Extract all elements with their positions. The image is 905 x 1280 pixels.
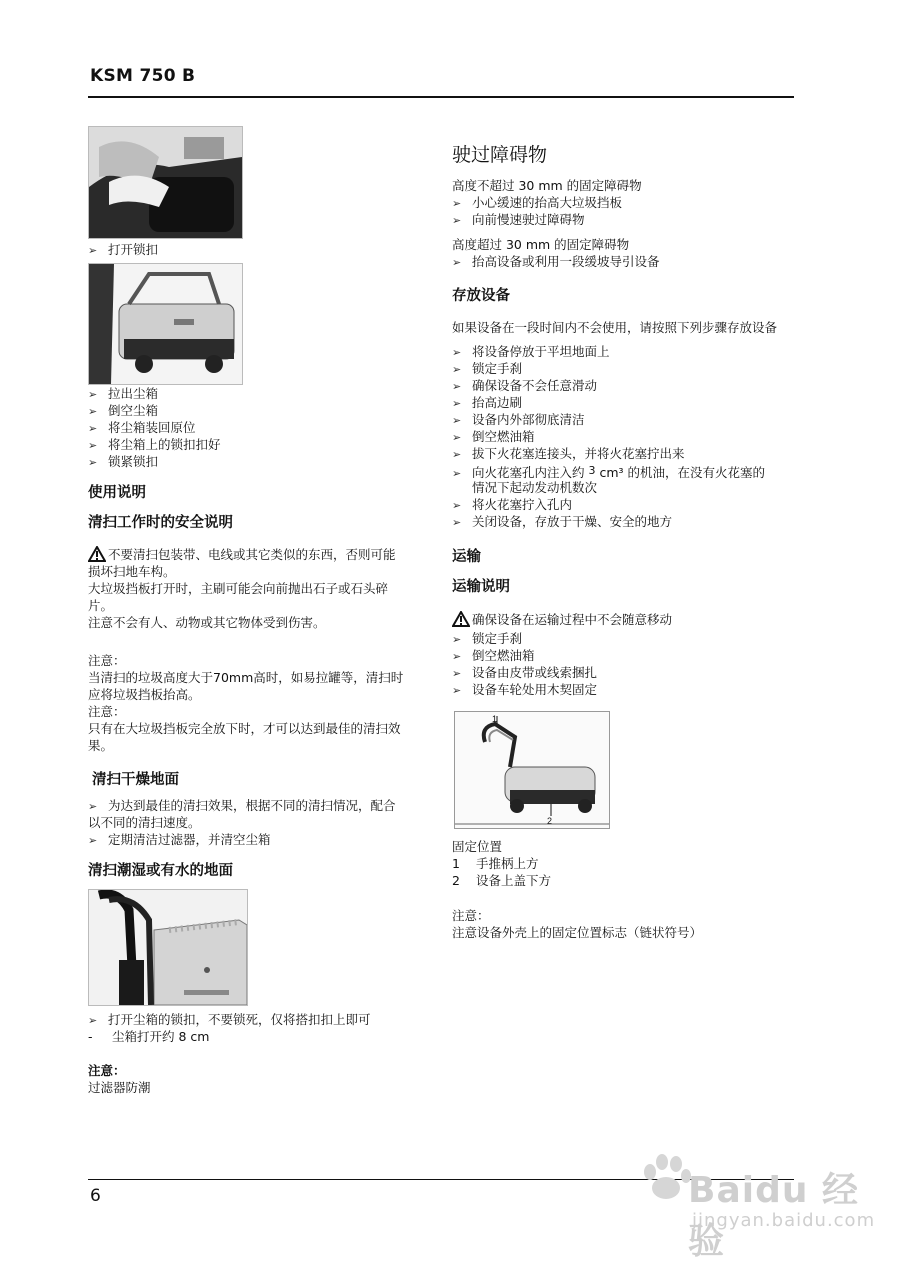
storage-step: ➢ 拔下火花塞连接头，并将火花塞拧出来 xyxy=(452,446,685,461)
note1-line1: 当清扫的垃圾高度大于70mm高时，如易拉罐等，清扫时 xyxy=(88,670,404,685)
warning-text: 不要清扫包装带、电线或其它类似的东西，否则可能 xyxy=(88,546,396,563)
heading-storage: 存放设备 xyxy=(452,288,510,304)
warning-triangle-icon xyxy=(88,546,106,562)
storage-step: ➢ 关闭设备，存放于干燥、安全的地方 xyxy=(452,514,673,529)
page-number: 6 xyxy=(90,1186,101,1206)
dry-step1-line2: 以不同的清扫速度。 xyxy=(88,815,201,830)
note3-text: 过滤器防潮 xyxy=(88,1080,151,1095)
storage-step: ➢ 确保设备不会任意滑动 xyxy=(452,378,598,393)
arrow-bullet-icon: ➢ xyxy=(452,650,462,663)
heading-transport: 运输 xyxy=(452,549,481,565)
arrow-bullet-icon: ➢ xyxy=(452,667,462,680)
note2-label: 注意： xyxy=(88,704,126,719)
note1-label: 注意： xyxy=(88,653,126,668)
arrow-bullet-icon: ➢ xyxy=(88,405,98,418)
note-label: 注意： xyxy=(452,908,490,923)
arrow-bullet-icon: ➢ xyxy=(452,467,462,480)
storage-step: ➢ 将设备停放于平坦地面上 xyxy=(452,344,610,359)
arrow-bullet-icon: ➢ xyxy=(452,414,462,427)
storage-step-oil: ➢ 向火花塞孔内注入约 3 cm³ 的机油，在没有火花塞的 xyxy=(452,464,766,480)
wet-step2: - 尘箱打开约 8 cm xyxy=(88,1029,210,1044)
paw-icon xyxy=(636,1148,696,1208)
transport-warning: 确保设备在运输过程中不会随意移动 xyxy=(452,611,672,628)
note2-line2: 果。 xyxy=(88,738,114,753)
step-fasten-latch: ➢ 将尘箱上的锁扣扣好 xyxy=(88,437,221,452)
storage-step: ➢ 倒空燃油箱 xyxy=(452,429,535,444)
note1-line2: 应将垃圾挡板抬高。 xyxy=(88,687,201,702)
heading-transport-info: 运输说明 xyxy=(452,579,510,595)
flap-warning-line2: 片。 xyxy=(88,598,114,613)
caption-open-latch: ➢ 打开锁扣 xyxy=(88,242,159,257)
arrow-bullet-icon: ➢ xyxy=(88,834,98,847)
obstacle-sub-high: 高度超过 30 mm 的固定障碍物 xyxy=(452,237,630,252)
manual-title: KSM 750 B xyxy=(90,66,196,86)
heading-dry-floor: 清扫干燥地面 xyxy=(92,772,179,788)
warning-triangle-icon xyxy=(452,611,470,627)
storage-step-oil-line2: 情况下起动发动机数次 xyxy=(472,480,598,495)
watermark-url: jingyan.baidu.com xyxy=(692,1210,876,1231)
step-empty-dustbin: ➢ 倒空尘箱 xyxy=(88,403,159,418)
transport-step: ➢ 设备由皮带或线索捆扎 xyxy=(452,665,598,680)
arrow-bullet-icon: ➢ xyxy=(452,363,462,376)
arrow-bullet-icon: ➢ xyxy=(452,431,462,444)
heading-wet-floor: 清扫潮湿或有水的地面 xyxy=(88,863,233,879)
step-lock-latch: ➢ 锁紧锁扣 xyxy=(88,454,159,469)
transport-step: ➢ 设备车轮处用木契固定 xyxy=(452,682,598,697)
header-divider xyxy=(88,96,794,98)
dry-step1: ➢ 为达到最佳的清扫效果，根据不同的清扫情况，配合 xyxy=(88,798,396,813)
heading-usage: 使用说明 xyxy=(88,485,146,501)
arrow-bullet-icon: ➢ xyxy=(452,499,462,512)
obstacle-high-step1: ➢ 抬高设备或利用一段缓坡导引设备 xyxy=(452,254,660,269)
storage-step: ➢ 抬高边刷 xyxy=(452,395,523,410)
figure-label-2: 2 xyxy=(547,816,553,826)
photo-pull-dustbin xyxy=(88,263,243,385)
step-reinsert-dustbin: ➢ 将尘箱装回原位 xyxy=(88,420,196,435)
flap-warning-line1: 大垃圾挡板打开时，主刷可能会向前抛出石子或石头碎 xyxy=(88,581,389,596)
note-text: 注意设备外壳上的固定位置标志（链状符号） xyxy=(452,925,703,940)
warning-text-line2: 损坏扫地车构。 xyxy=(88,564,176,579)
fix-title: 固定位置 xyxy=(452,839,503,854)
arrow-bullet-icon: ➢ xyxy=(88,388,98,401)
wet-step1: ➢ 打开尘箱的锁扣，不要锁死，仅将搭扣扣上即可 xyxy=(88,1012,371,1027)
photo-wet-latch xyxy=(88,889,248,1006)
obstacle-low-step1: ➢ 小心缓速的抬高大垃圾挡板 xyxy=(452,195,623,210)
figure-fixing-positions xyxy=(454,711,610,829)
arrow-bullet-icon: ➢ xyxy=(88,1014,98,1027)
heading-safety: 清扫工作时的安全说明 xyxy=(88,515,233,531)
arrow-bullet-icon: ➢ xyxy=(452,214,462,227)
arrow-bullet-icon: ➢ xyxy=(88,422,98,435)
storage-step: ➢ 设备内外部彻底清洁 xyxy=(452,412,585,427)
arrow-bullet-icon: ➢ xyxy=(452,684,462,697)
obstacle-low-step2: ➢ 向前慢速驶过障碍物 xyxy=(452,212,585,227)
fix-item: 2 设备上盖下方 xyxy=(452,873,552,888)
obstacle-sub-low: 高度不超过 30 mm 的固定障碍物 xyxy=(452,178,642,193)
arrow-bullet-icon: ➢ xyxy=(452,397,462,410)
dry-step2: ➢ 定期清洁过滤器，并清空尘箱 xyxy=(88,832,271,847)
fix-item: 1 手推柄上方 xyxy=(452,856,539,871)
arrow-bullet-icon: ➢ xyxy=(452,380,462,393)
caution-people: 注意不会有人、动物或其它物体受到伤害。 xyxy=(88,615,326,630)
arrow-bullet-icon: ➢ xyxy=(452,256,462,269)
transport-step: ➢ 倒空燃油箱 xyxy=(452,648,535,663)
baidu-watermark xyxy=(636,1148,876,1262)
arrow-bullet-icon: ➢ xyxy=(88,439,98,452)
arrow-bullet-icon: ➢ xyxy=(452,516,462,529)
transport-step: ➢ 锁定手刹 xyxy=(452,631,523,646)
note2-line1: 只有在大垃圾挡板完全放下时，才可以达到最佳的清扫效 xyxy=(88,721,401,736)
arrow-bullet-icon: ➢ xyxy=(452,346,462,359)
arrow-bullet-icon: ➢ xyxy=(88,800,98,813)
arrow-bullet-icon: ➢ xyxy=(88,244,98,257)
photo-open-latch xyxy=(88,126,243,239)
heading-obstacle: 驶过障碍物 xyxy=(452,144,548,166)
note3-label: 注意： xyxy=(88,1063,126,1078)
storage-step: ➢ 将火花塞拧入孔内 xyxy=(452,497,573,512)
arrow-bullet-icon: ➢ xyxy=(88,456,98,469)
storage-intro: 如果设备在一段时间内不会使用，请按照下列步骤存放设备 xyxy=(452,320,778,335)
arrow-bullet-icon: ➢ xyxy=(452,633,462,646)
figure-label-1: 1 xyxy=(492,714,498,724)
step-pull-dustbin: ➢ 拉出尘箱 xyxy=(88,386,159,401)
watermark-brand: Baidu 经验 xyxy=(688,1170,860,1262)
storage-step: ➢ 锁定手刹 xyxy=(452,361,523,376)
arrow-bullet-icon: ➢ xyxy=(452,197,462,210)
arrow-bullet-icon: ➢ xyxy=(452,448,462,461)
